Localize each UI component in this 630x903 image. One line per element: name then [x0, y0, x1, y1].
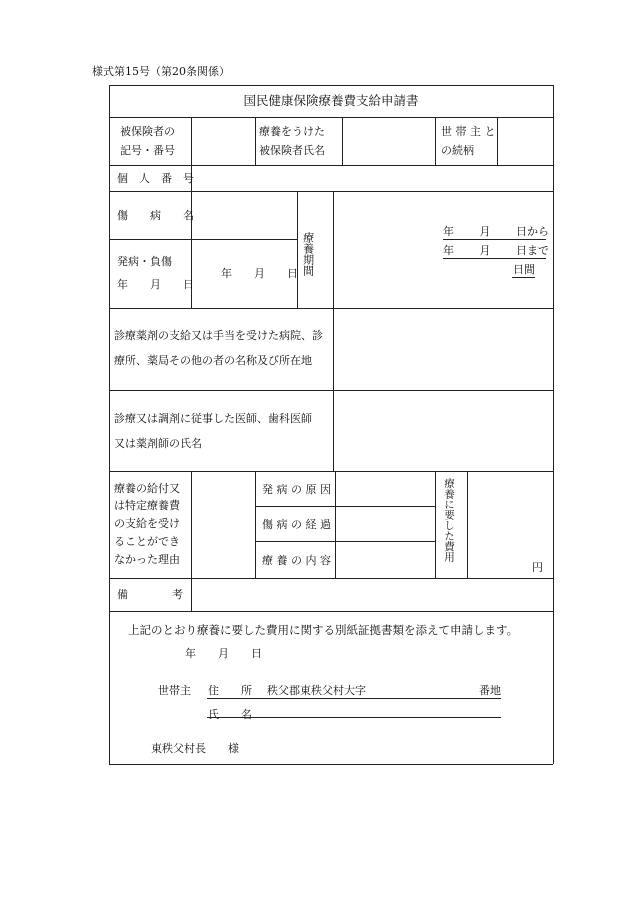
- progress-field[interactable]: [337, 508, 433, 539]
- name-underline[interactable]: [207, 717, 501, 718]
- treated-name-label-2: 被保険者氏名: [259, 144, 325, 157]
- name-label: 氏 名: [208, 708, 252, 721]
- remarks-label: 備 考: [117, 588, 183, 601]
- period-to[interactable]: 年 月 日まで: [443, 244, 549, 257]
- frame-top: [109, 85, 553, 86]
- cause-label: 発 病 の 原 因: [262, 483, 331, 496]
- form-number: 様式第15号（第20条関係）: [92, 65, 230, 78]
- frame-right: [553, 85, 554, 764]
- hospital-label-2: 療所、薬局その他の者の名称及び所在地: [114, 354, 312, 367]
- injury-name-label: 傷 病 名: [117, 209, 194, 222]
- onset-label-1: 発病・負傷: [117, 255, 172, 268]
- application-date[interactable]: 年 月 日: [185, 647, 262, 660]
- content-label: 療 養 の 内 容: [262, 554, 331, 567]
- period-label: 療養期間: [301, 232, 315, 276]
- personal-number-field[interactable]: [193, 167, 551, 189]
- onset-label-2: 年 月 日: [117, 278, 194, 291]
- address-value[interactable]: 秩父郡東秩父村大字: [267, 684, 366, 697]
- period-from[interactable]: 年 月 日から: [443, 225, 549, 238]
- relation-label-1: 世 帯 主 と: [441, 125, 496, 138]
- cost-label: 療養に要した費用: [443, 478, 456, 562]
- insured-id-field[interactable]: [193, 119, 253, 163]
- form-title: 国民健康保険療養費支給申請書: [243, 93, 419, 108]
- onset-date[interactable]: 年 月 日: [221, 267, 298, 280]
- treated-name-label-1: 療養をうけた: [259, 125, 325, 138]
- statement: 上記のとおり療養に要した費用に関する別紙証拠書類を添えて申請します。: [128, 623, 519, 637]
- addressee: 東秩父村長 様: [151, 742, 239, 755]
- hospital-field[interactable]: [335, 310, 551, 388]
- treated-name-field[interactable]: [344, 119, 433, 163]
- householder-label: 世帯主: [158, 684, 191, 697]
- address-label: 住 所: [208, 684, 252, 697]
- frame-bottom: [109, 764, 553, 765]
- hospital-label-1: 診療薬剤の支給又は手当を受けた病院、診: [114, 329, 323, 342]
- doctor-label-2: 又は薬剤師の氏名: [114, 437, 202, 450]
- reason-field[interactable]: [193, 473, 253, 576]
- progress-label: 傷 病 の 経 過: [262, 518, 331, 531]
- period-days[interactable]: 日間: [513, 263, 535, 276]
- relation-field[interactable]: [499, 119, 551, 163]
- yen-unit: 円: [532, 561, 543, 574]
- personal-number-label: 個 人 番 号: [117, 172, 194, 185]
- insured-id-label-1: 被保険者の: [120, 125, 175, 138]
- banchi-label: 番地: [479, 684, 501, 697]
- insured-id-label-2: 記号・番号: [120, 144, 175, 157]
- frame-left: [109, 85, 110, 764]
- remarks-field[interactable]: [193, 580, 551, 609]
- doctor-field[interactable]: [335, 392, 551, 469]
- relation-label-2: の続柄: [441, 144, 474, 157]
- injury-name-field[interactable]: [193, 193, 295, 237]
- cause-field[interactable]: [337, 473, 433, 504]
- address-underline: [207, 698, 501, 699]
- doctor-label-1: 診療又は調剤に従事した医師、歯科医師: [114, 412, 312, 425]
- content-field[interactable]: [337, 543, 433, 576]
